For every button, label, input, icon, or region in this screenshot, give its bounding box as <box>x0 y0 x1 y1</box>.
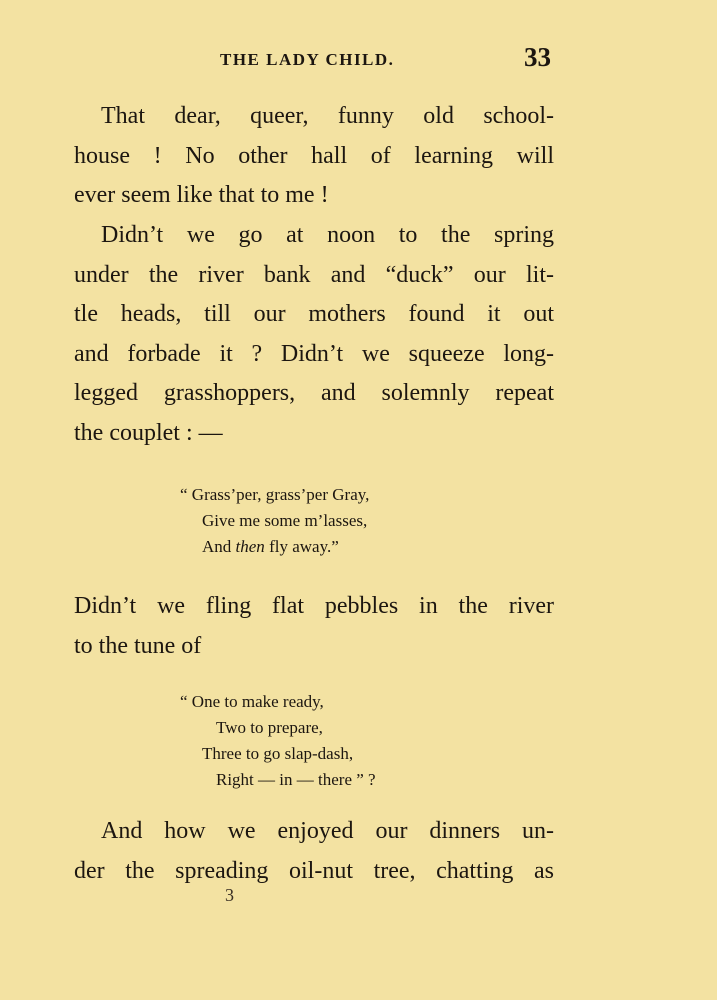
text-line: and forbade it ? Didn’t we squeeze long- <box>74 340 554 367</box>
verse-line: Right — in — there ” ? <box>216 770 376 789</box>
verse-line: “ Grass’per, grass’per Gray, <box>180 485 370 504</box>
verse-line <box>202 534 339 560</box>
verse-line: Three to go slap-dash, <box>202 744 354 763</box>
text-line: house ! No other hall of learning will <box>74 142 554 169</box>
running-title: THE LADY CHILD. <box>220 50 395 69</box>
text-line: Didn’t we fling flat pebbles in the river <box>74 593 554 619</box>
paragraph-pebbles <box>74 587 554 666</box>
text-line: der the spreading oil-nut tree, chatting as <box>74 857 554 884</box>
verse-line: Give me some m’lasses, <box>202 511 368 530</box>
text-line: to the tune of <box>74 632 202 659</box>
paragraph-dinners <box>74 812 554 891</box>
verse-italic-word: then <box>235 537 265 556</box>
page-header <box>0 42 717 78</box>
verse-line: “ One to make ready, <box>180 692 324 711</box>
text-line: tle heads, till our mothers found it out <box>74 301 554 327</box>
page-number: 33 <box>524 42 551 72</box>
text-line: legged grasshoppers, and solemnly repeat <box>74 380 554 406</box>
verse-word: And <box>202 537 232 556</box>
verse-word: fly away.” <box>269 537 339 556</box>
text-line: under the river bank and “duck” our lit- <box>74 261 554 288</box>
verse-line: Two to prepare, <box>216 718 323 737</box>
text-line: That dear, queer, funny old school- <box>101 103 554 129</box>
paragraph-schoolhouse <box>74 97 554 216</box>
text-line: And how we enjoyed our dinners un- <box>101 818 554 844</box>
text-line: ever seem like that to me ! <box>74 182 329 208</box>
paragraph-noon-spring <box>74 216 554 453</box>
text-line: Didn’t we go at noon to the spring <box>101 222 554 248</box>
signature-mark: 3 <box>225 885 234 905</box>
text-line: the couplet : — <box>74 419 223 446</box>
